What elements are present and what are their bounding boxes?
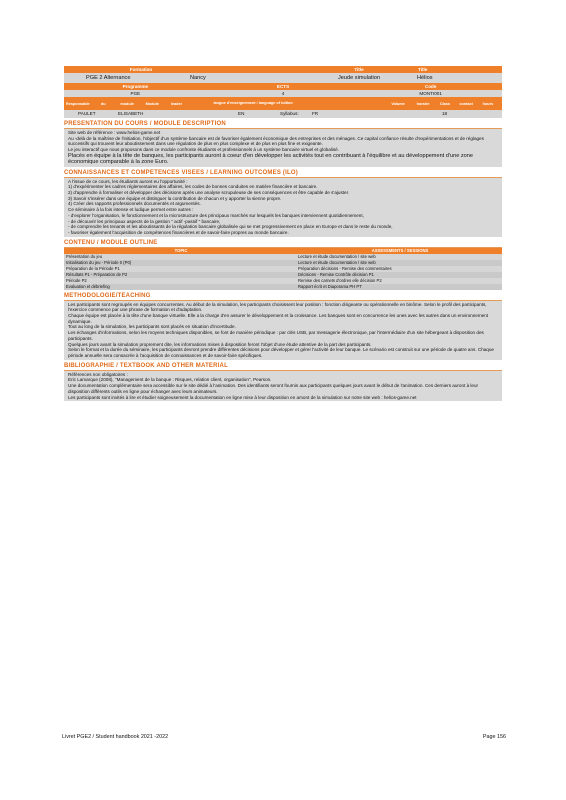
competences-line: - de découvrir les principaux aspects de la gestion " actif -passif " bancaire, <box>68 218 221 224</box>
presentation-highlight: Placés en équipe à la tête de banques, les participants auront à coeur d'en développer les activités tout en contribuant à l'équilibre et au développement d'une zone économique comparable à la zone Euro. <box>68 152 473 166</box>
contenu-topic: Résultats P1 - Préparation de P2 <box>66 271 128 277</box>
syllabus-label: Syllabus: <box>280 111 299 116</box>
presentation-body <box>64 129 502 167</box>
contenu-head-topic: TOPIC <box>174 247 188 253</box>
title-value: Jeude simulation <box>338 75 380 81</box>
header-row-programme-values <box>64 90 502 97</box>
contenu-topic: Initialisation du jeu - Période 0 (P0) <box>66 259 132 265</box>
label-hours: hours <box>482 101 494 106</box>
competences-line: A l'issue de ce cours, les étudiants auront eu l'opportunité : <box>68 178 188 184</box>
contenu-topic: Période P2 <box>66 277 87 283</box>
competences-line: 1) d'expérimenter les cadres réglementaires des affaires, les codes de bonnes conduites en matière financière et bancaire. <box>68 184 318 190</box>
methodo-paragraph: Quelques jours avant la simulation proprement dite, les informations mises à disposition feront l'objet d'une étude attentive de la part des participants. <box>68 341 372 347</box>
label-formation: Formation <box>129 66 153 72</box>
formation-value: PGE 2 Alternance <box>86 75 131 81</box>
biblio-body <box>64 371 502 402</box>
competences-line: 3) Savoir s'insérer dans une équipe et distinguer la contribution de chacun et y apporter la sienne propre. <box>68 195 282 201</box>
methodo-paragraph: Chaque équipe est placée à la tête d'une banque virtuelle. Elle a la charge d'en assurer le développement et la croissance. Les banques sont en concurrence les unes avec les autres dans un environnement dynamique. <box>68 313 489 324</box>
programme-value: PGE <box>130 90 141 96</box>
biblio-paragraph: Une documentation complémentaire sera accessible sur le site dédié à l'animation. Des identifiants seront fournis aux participants quelques jours avant le début de l'animation. Ces derniers auront à leur disposition différents outils en ligne pour échanger avec leurs animateurs. <box>68 383 479 394</box>
contenu-topic: Evaluation et débriefing <box>66 283 110 289</box>
methodo-paragraph: Selon le format et la durée du séminaire, les participants devront prendre différentes décisions pour développer et gérer l'activité de leur banque. Le scénario est construit sur une période de quatre ans. Chaque période annuelle sera consacrée à l'acquisition de connaissances et de savoir-faire spécifiques. <box>68 347 494 358</box>
competences-line: - d'explorer l'organisation, le fonctionnement et la microstructure des principaux marchés sur lesquels les banques interviennent quotidiennement, <box>68 212 364 218</box>
label-title-2: Title <box>418 66 428 72</box>
header-row-resp-labels <box>64 97 502 110</box>
footer-handbook-label: Livret PGE2 / Student handbook 2021 -2022 <box>62 734 169 740</box>
contenu-assessment: Lecture et étude documentation / site web <box>298 253 376 259</box>
label-contact: contact <box>459 101 473 106</box>
city-value: Nancy <box>190 75 206 81</box>
page-footer <box>62 734 506 740</box>
competences-line: 4) Créer des rapports professionnels documentés et argumentés. <box>68 201 201 207</box>
label-responsable: Responsable <box>66 101 90 106</box>
label-du: du <box>100 101 106 106</box>
competences-title: CONNAISSANCES ET COMPETENCES VISEES / LEARNING OUTCOMES (ILO) <box>64 170 502 178</box>
volume-value: 18 <box>442 111 448 116</box>
competences-line: Ce séminaire à la fois intense et ludique permet entre autres : <box>68 207 194 213</box>
label-code: Code <box>424 83 437 89</box>
contenu-topic: Préparation de la Période P1 <box>66 265 120 271</box>
code-value: MONTI001 <box>419 90 442 96</box>
label-module: module <box>120 101 134 106</box>
presentation-paragraph: Le jeu interactif que nous proposons dans ce module confronte étudiants et professionnels à un système bancaire virtuel et globalisé. <box>68 147 339 153</box>
contenu-topic: Présentation du jeu <box>66 253 103 259</box>
ects-value: 4 <box>281 90 285 96</box>
resp-value: PAULET <box>78 111 96 116</box>
label-class: Class <box>439 101 451 106</box>
presentation-paragraph: Au -delà de la maîtrise de l'initiation, l'objectif d'un système bancaire est de favoriser également économique des entreprises et des ménages. Ce capital confiance résulte d'expérimentations et de réglages successifs qui trouvent leur aboutissement dans une régulation de plus en plus complexe et de plus en plus fine et exigeante. <box>68 135 484 147</box>
footer-page-number: Page 156 <box>482 734 506 740</box>
course-sheet <box>64 66 502 401</box>
methodo-paragraph: Tout au long de la simulation, les participants sont placés en situation d'incertitude. <box>68 324 236 330</box>
methodo-paragraph: Les participants sont regroupés en équipes concurrentes. Au début de la simulation, les participants choisissent leur position : fonction dirigeante ou opérationnelle en binôme. Selon le profil des participants, l'exercice commence par une phrase de formation et d'adaptation. <box>68 301 487 313</box>
title-value-2: Hélios <box>417 75 433 81</box>
biblio-paragraph: Eric Lamarque (2008), "Management de la banque : Risques, relation client, organisation", Pearson. <box>68 377 272 383</box>
presentation-title: PRESENTATION DU COURS / MODULE DESCRIPTION <box>64 121 502 129</box>
header-row-resp-values <box>64 110 502 118</box>
competences-body <box>64 178 502 237</box>
competences-line: 2) d'apprendre à formaliser et développer des décisions après une analyse scrupuleuse de ses conséquences et être capable de s'ajuster. <box>68 190 350 196</box>
label-module-2: Module <box>145 101 159 106</box>
contenu-assessment: Décisions - Remise Contrôle décision P1 <box>298 271 374 277</box>
contenu-assessment: Lecture et étude documentation / site web <box>298 259 376 265</box>
biblio-paragraph: Références non obligatoires : <box>68 371 128 377</box>
header-row-programme-labels <box>64 83 502 90</box>
label-ects: ECTS <box>276 83 290 89</box>
biblio-title: BIBLIOGRAPHIE / TEXTBOOK AND OTHER MATERIAL <box>64 363 502 371</box>
biblio-paragraph: Les participants sont invités à lire et étudier soigneusement la documentation en ligne mise à leur disposition en amont de la simulation sur notre site web : helios-game.net <box>68 394 417 400</box>
langue-value: EN <box>238 111 245 116</box>
label-volume: Volume <box>391 101 405 106</box>
presentation-paragraph: Site web de référence : www.helios-game.net <box>68 130 161 135</box>
label-horaire: horaire <box>416 101 430 106</box>
contenu-head-assessments: ASSESSMENTS / SESSIONS <box>371 247 429 253</box>
label-title: Title <box>354 66 364 72</box>
header-row-labels <box>64 66 502 73</box>
label-langue: langue d'enseignement / language of tuition <box>213 101 293 105</box>
resp-value-2: ELISABETH <box>118 111 144 116</box>
contenu-assessment: Préparation décisions - Remise des commentaires <box>298 265 392 271</box>
label-programme: Programme <box>122 83 149 89</box>
competences-line: - favoriser également l'acquisition de compétences financières et de savoir-faire propres au monde bancaire. <box>68 229 289 235</box>
syllabus-value: FR <box>312 111 319 116</box>
methodo-body <box>64 301 502 360</box>
contenu-assessment: Remise des carnets d'ordres elle décision P2 <box>298 277 382 283</box>
contenu-title: CONTENU / MODULE OUTLINE <box>64 240 502 248</box>
label-leader: leader <box>170 101 183 106</box>
methodo-paragraph: Les échanges d'informations, selon les moyens techniques disponibles, se font de manière périodique : par clés USB, par messagerie électronique, par l'intermédiaire d'un site hébergeant à disposition des participants. <box>68 330 484 341</box>
table-row <box>64 284 502 290</box>
competences-line: - de comprendre les tenants et les aboutissants de la régulation bancaire globalisée qui se met progressivement en place en Europe et dans le reste du monde, <box>68 224 393 230</box>
methodo-title: METHODOLOGIE/TEACHING <box>64 293 502 301</box>
contenu-assessment: Rapport écrit et Diaporama PH PT <box>298 283 362 289</box>
header-row-values <box>64 73 502 83</box>
